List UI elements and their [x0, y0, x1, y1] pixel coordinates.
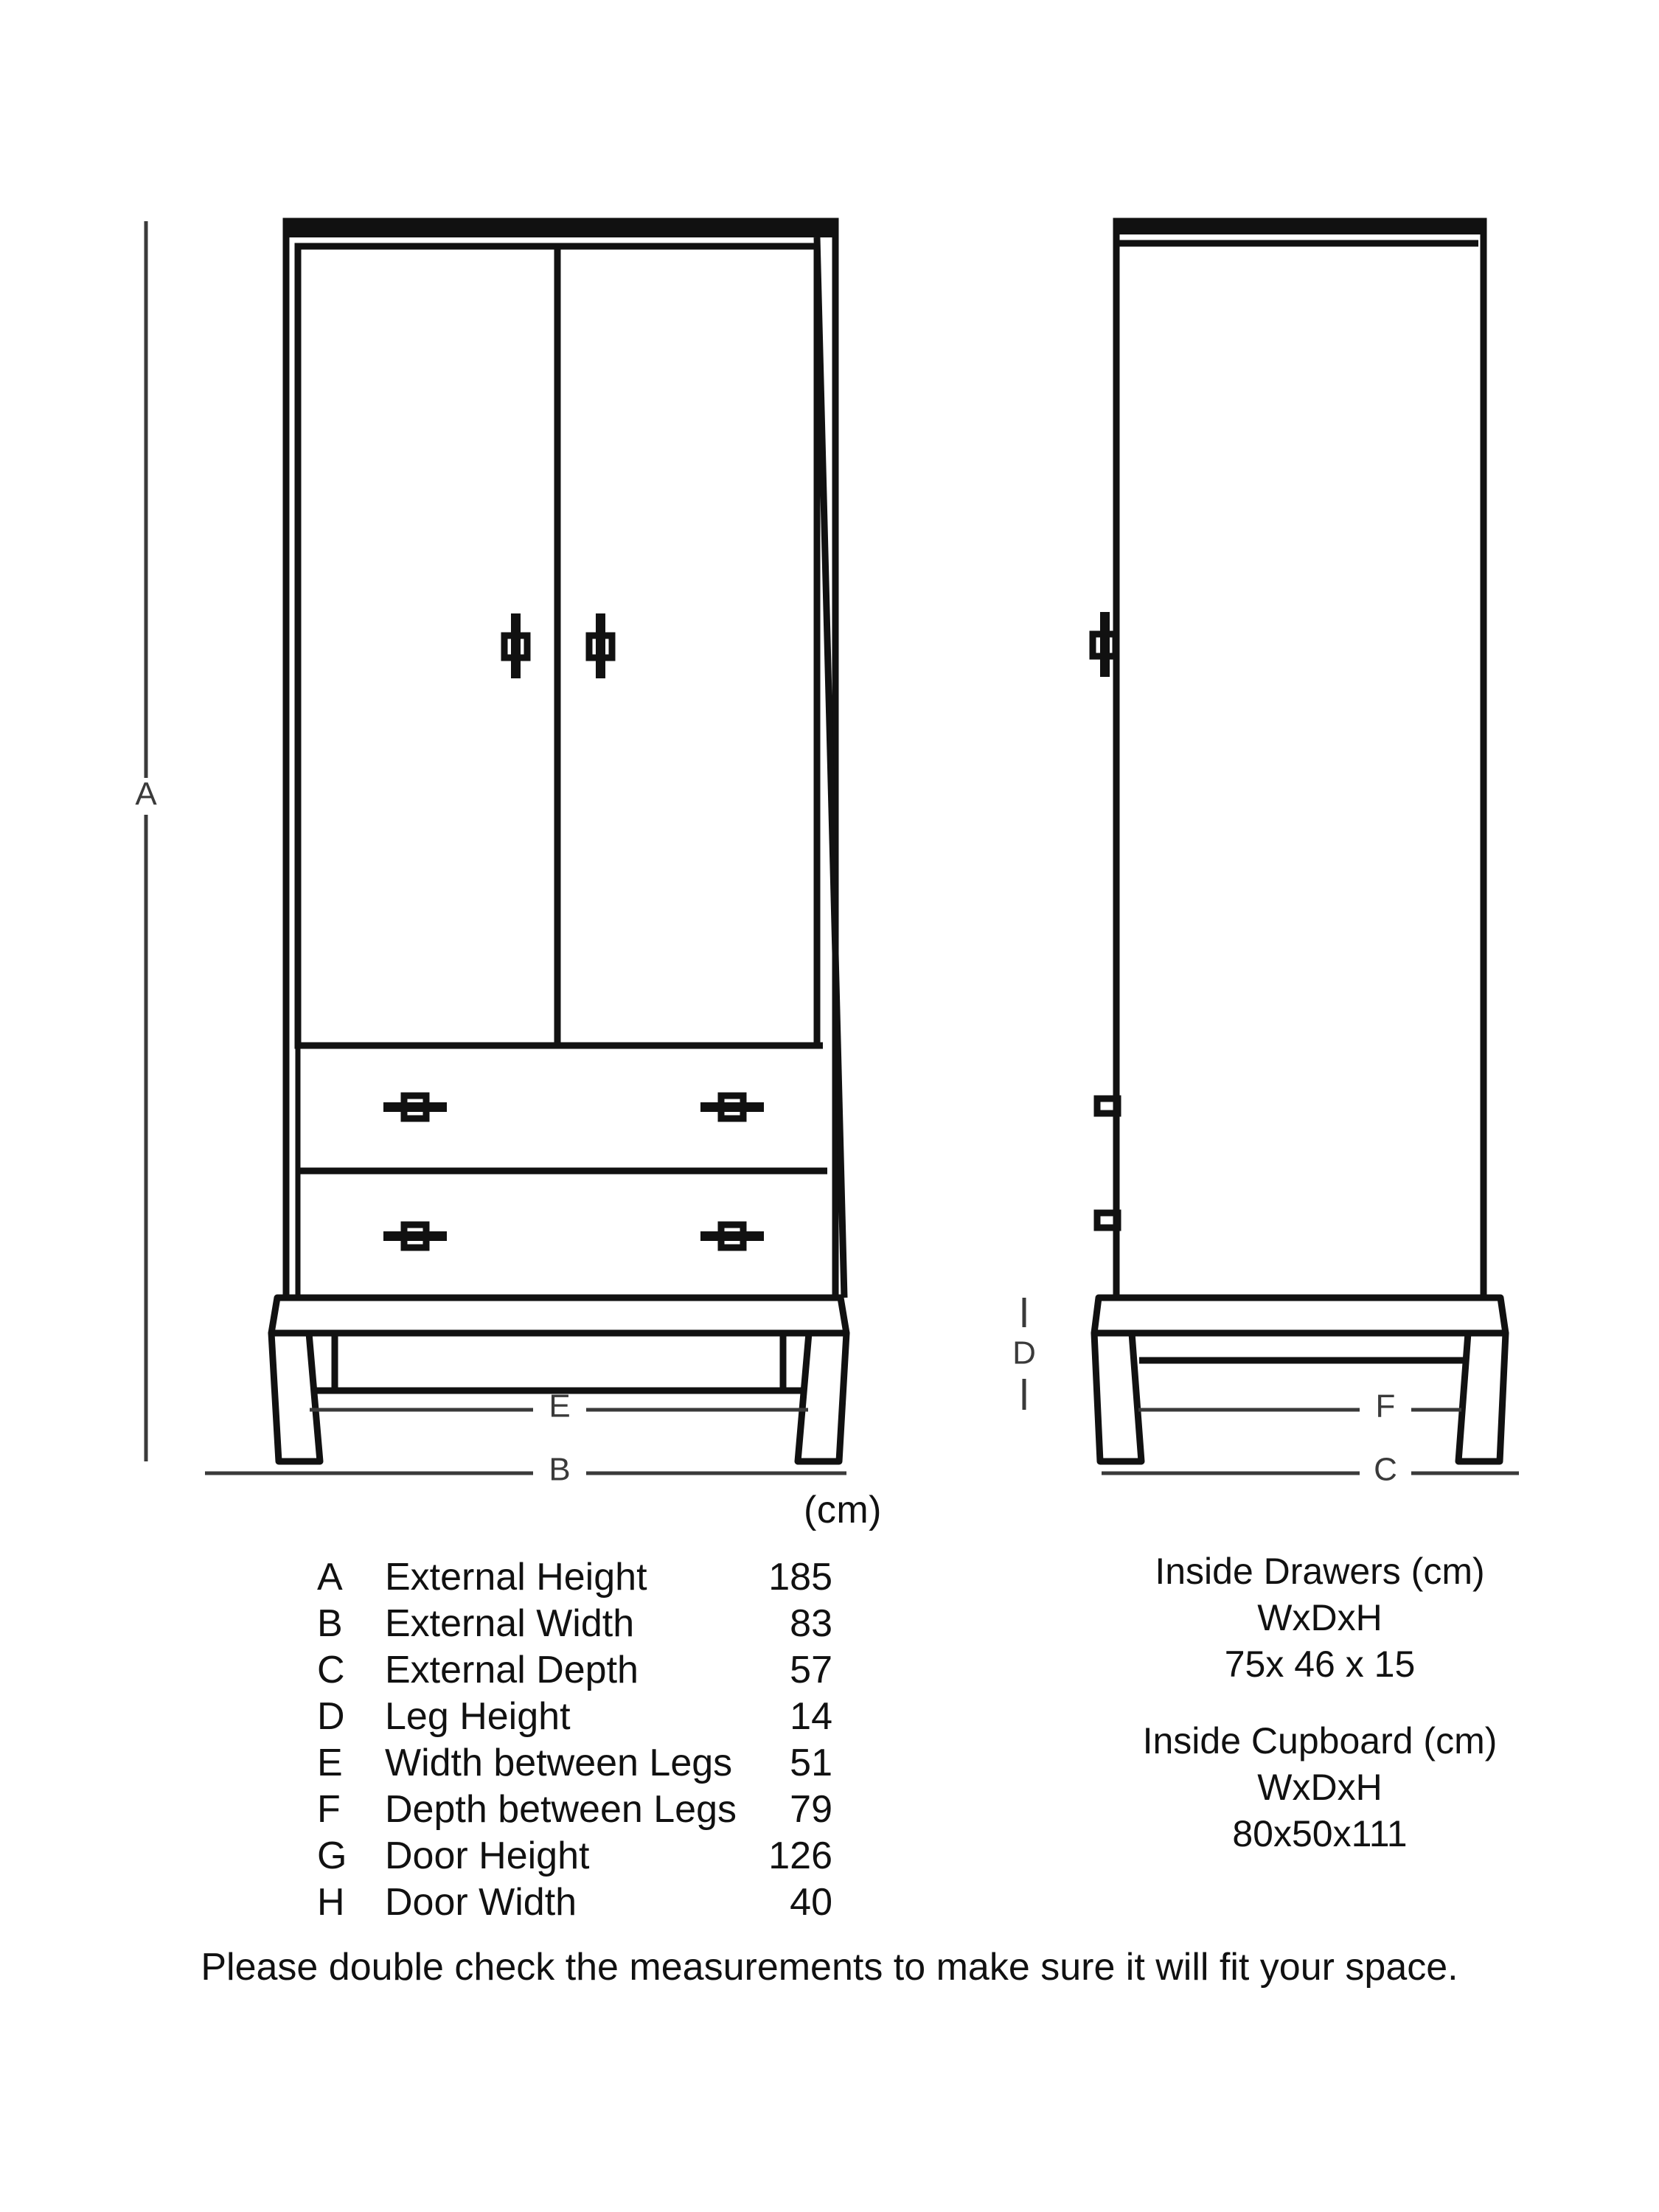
inside-cupboard-block — [1091, 1718, 1548, 1857]
dimension-F-label: F — [1375, 1388, 1396, 1425]
inside-cupboard-value: 80x50x111 — [1232, 1813, 1408, 1854]
dimension-key-letter: H — [317, 1881, 345, 1924]
inside-drawers-value: 75x 46 x 15 — [1224, 1644, 1416, 1685]
dimension-key-letter: A — [317, 1556, 343, 1599]
table-row — [317, 1740, 832, 1787]
dimension-key-value: 40 — [790, 1881, 833, 1924]
inside-cupboard-title: Inside Cupboard (cm) — [1142, 1720, 1498, 1761]
inside-drawers-block — [1091, 1548, 1548, 1688]
inside-drawers-title: Inside Drawers (cm) — [1155, 1551, 1485, 1592]
dimension-key-description: Door Width — [385, 1881, 577, 1924]
dimension-key-value: 14 — [790, 1695, 833, 1739]
table-row — [317, 1833, 832, 1879]
dimension-E-label: E — [549, 1388, 571, 1425]
dimension-B-label: B — [549, 1451, 571, 1488]
dimension-key-value: 79 — [790, 1788, 833, 1832]
table-row — [317, 1787, 832, 1833]
dimension-key-letter: D — [317, 1695, 345, 1739]
dimension-A-label: A — [135, 776, 157, 813]
dimension-key-description: Leg Height — [385, 1695, 571, 1739]
table-row — [317, 1879, 832, 1926]
dimension-key-value: 126 — [768, 1834, 833, 1878]
dimension-D-label: D — [1012, 1335, 1036, 1371]
dimension-key-letter: F — [317, 1788, 341, 1832]
dimension-key-value: 57 — [790, 1649, 833, 1692]
dimension-key-description: Door Height — [385, 1834, 590, 1878]
inside-cupboard-axes: WxDxH — [1257, 1767, 1382, 1808]
dimension-key-description: External Width — [385, 1602, 635, 1646]
dimension-key-letter: B — [317, 1602, 343, 1646]
table-row — [317, 1554, 832, 1601]
table-row — [317, 1694, 832, 1740]
dimension-key-table — [317, 1554, 832, 1926]
dimension-key-description: External Depth — [385, 1649, 639, 1692]
dimension-key-description: Depth between Legs — [385, 1788, 737, 1832]
dimension-key-value: 51 — [790, 1742, 833, 1785]
dimension-key-body — [317, 1554, 832, 1926]
table-row — [317, 1601, 832, 1647]
inside-drawers-axes: WxDxH — [1257, 1597, 1382, 1638]
dimension-key-value: 83 — [790, 1602, 833, 1646]
dimension-key-description: Width between Legs — [385, 1742, 733, 1785]
dimension-key-letter: E — [317, 1742, 343, 1785]
dimension-key-description: External Height — [385, 1556, 647, 1599]
measurement-disclaimer: Please double check the measurements to make sure it will fit your space. — [201, 1946, 1458, 1989]
table-row — [317, 1647, 832, 1694]
dimension-key-letter: C — [317, 1649, 345, 1692]
dimension-key-value: 185 — [768, 1556, 833, 1599]
dimension-C-label: C — [1374, 1451, 1397, 1488]
dimension-key-letter: G — [317, 1834, 347, 1878]
units-header: (cm) — [804, 1489, 882, 1531]
